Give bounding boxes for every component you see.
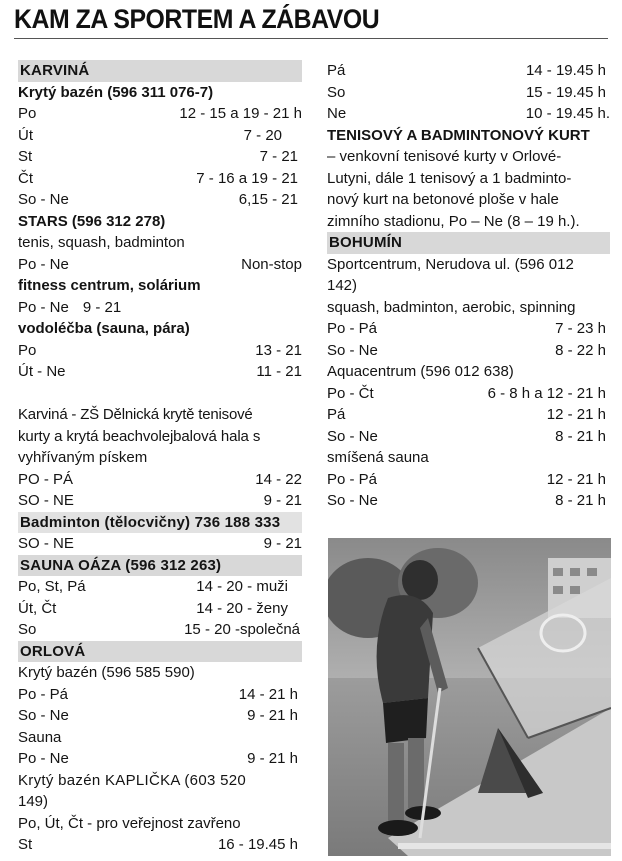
hours-time: 14 - 20 - ženy (196, 599, 288, 617)
hours-row (18, 576, 302, 598)
fitness-title: fitness centrum, solárium (18, 277, 201, 294)
sportcentrum-activities: squash, badminton, aerobic, spinning (327, 298, 576, 316)
hours-time: 9 - 21 h (247, 707, 298, 724)
hours-row (18, 361, 302, 383)
hours-time: 10 - 19.45 h. (525, 105, 610, 122)
hours-day: Po - Čt (327, 384, 374, 402)
tennis-line: Lutyni, dále 1 tenisový a 1 badminto- (327, 169, 572, 187)
hours-day: Ne (327, 105, 347, 122)
zs-line: Karviná - ZŠ Dělnická krytě tenisové (18, 406, 253, 423)
hours-day: So - Ne (18, 707, 69, 724)
hours-day: Po - Pá (18, 685, 69, 703)
hours-row (18, 533, 302, 555)
hours-row (18, 619, 302, 641)
orlova-pool-title: Krytý bazén (596 585 590) (18, 664, 195, 681)
karvina-pool-title: Krytý bazén (596 311 076-7) (18, 83, 214, 101)
hours-day: Čt (18, 169, 33, 187)
hours-day: Po, St, Pá (18, 578, 86, 595)
hours-time: 9 - 21 (263, 535, 302, 552)
hours-time: Non-stop (241, 255, 302, 273)
section-karvina: KARVINÁ (18, 60, 302, 82)
hours-row (18, 684, 302, 706)
hours-time: 7 - 20 (243, 126, 282, 144)
hours-row (18, 254, 302, 276)
hours-day: Po - Pá (327, 470, 378, 488)
right-column (327, 60, 610, 512)
hours-day: SO - NE (18, 492, 74, 509)
hours-row (327, 490, 610, 512)
sportcentrum-line: 142) (327, 277, 358, 294)
spacer (18, 383, 302, 405)
hours-time: 11 - 21 (256, 363, 302, 380)
kaplicka-note: Po, Út, Čt - pro veřejnost zavřeno (18, 814, 241, 832)
hours-time: 14 - 19.45 h (525, 62, 606, 79)
hours-day: Po - Ne (18, 298, 69, 316)
hours-row (18, 340, 302, 362)
hours-row (327, 60, 610, 82)
hours-row (327, 318, 610, 340)
hours-time: 15 - 19.45 h (525, 83, 606, 101)
hours-day: Út - Ne (18, 363, 66, 380)
hours-day: SO - NE (18, 535, 74, 552)
hours-day: Pá (327, 406, 346, 423)
headline-rule (14, 38, 608, 39)
hours-time: 9 - 21 h (247, 750, 298, 767)
hours-day: So - Ne (327, 341, 378, 359)
zs-line: kurty a krytá beachvolejbalová hala s (18, 427, 261, 445)
tennis-heading: TENISOVÝ A BADMINTONOVÝ KURT (327, 126, 590, 144)
kaplicka-line (18, 770, 302, 792)
hours-time: 7 - 16 a 19 - 21 (196, 169, 298, 187)
hours-day: Po (18, 341, 37, 359)
zs-line: vyhřívaným pískem (18, 449, 148, 466)
hours-day: Po - Ne (18, 750, 69, 767)
hours-day: St (18, 148, 33, 165)
hours-row (327, 103, 610, 125)
tennis-line: zimního stadionu, Po – Ne (8 – 19 h.). (327, 212, 580, 230)
hours-time: 8 - 21 h (555, 427, 606, 445)
hours-time: 8 - 22 h (555, 341, 606, 359)
hours-day: So - Ne (327, 427, 378, 445)
minigolf-photo (328, 538, 611, 856)
hours-time: 12 - 21 h (546, 470, 606, 488)
hours-day: So (18, 621, 37, 638)
sauna-oaza-title: SAUNA OÁZA (596 312 263) (18, 555, 302, 577)
hours-time: 14 - 22 (255, 470, 302, 488)
hours-row (327, 383, 610, 405)
hours-row (18, 598, 302, 620)
hours-time: 13 - 21 (255, 341, 302, 359)
hours-row (18, 125, 302, 147)
hours-time: 16 - 19.45 h (217, 836, 298, 853)
tennis-line: – venkovní tenisové kurty v Orlové- (327, 148, 562, 165)
hours-day: PO - PÁ (18, 470, 74, 488)
kaplicka-line-text: Krytý bazén KAPLIČKA (603 520 (18, 771, 246, 789)
badminton-title: Badminton (tělocvičny) 736 188 333 (18, 512, 302, 534)
hours-time: 7 - 23 h (555, 320, 606, 337)
hours-row (18, 748, 302, 770)
hours-time: 7 - 21 (259, 148, 298, 165)
hours-time: 12 - 15 a 19 - 21 h (179, 105, 302, 122)
hours-time: 9 - 21 (263, 492, 302, 509)
hours-day: So - Ne (327, 492, 378, 509)
hours-day: Po (18, 105, 37, 122)
tennis-line: nový kurt na betonové ploše v hale (327, 191, 559, 208)
sportcentrum-line: Sportcentrum, Nerudova ul. (596 012 (327, 255, 574, 273)
section-bohumin: BOHUMÍN (327, 232, 610, 254)
hours-row (18, 490, 302, 512)
hours-day: So - Ne (18, 191, 69, 208)
hours-row (18, 469, 302, 491)
hours-row (327, 426, 610, 448)
hours-time: 6 - 8 h a 12 - 21 h (487, 384, 606, 402)
hours-time: 8 - 21 h (555, 492, 606, 509)
hours-row (327, 404, 610, 426)
hours-day: Út (18, 126, 33, 144)
hours-time: 12 - 21 h (546, 406, 606, 423)
hours-day: Pá (327, 62, 346, 79)
hours-row (18, 168, 302, 190)
left-column (18, 60, 302, 856)
hours-time: 15 - 20 -společná (184, 621, 300, 638)
hours-row (18, 189, 302, 211)
hours-row (18, 705, 302, 727)
hours-row (18, 146, 302, 168)
hours-time: 6,15 - 21 (238, 191, 298, 208)
stars-sports: tenis, squash, badminton (18, 234, 185, 251)
hours-day: Út, Čt (18, 599, 57, 617)
stars-title: STARS (596 312 278) (18, 212, 166, 230)
kaplicka-line: 149) (18, 793, 49, 810)
hours-day: So (327, 83, 346, 101)
hours-day: St (18, 836, 33, 853)
page-headline: KAM ZA SPORTEM A ZÁBAVOU (14, 4, 380, 34)
hours-time: 14 - 21 h (238, 685, 298, 703)
water-title: vodoléčba (sauna, pára) (18, 320, 190, 337)
hours-day: Po - Pá (327, 320, 378, 337)
hours-row (327, 340, 610, 362)
hours-row (327, 469, 610, 491)
hours-day: Po - Ne (18, 255, 69, 273)
mixed-sauna-title: smíšená sauna (327, 449, 429, 466)
hours-row (327, 82, 610, 104)
hours-row (18, 103, 302, 125)
hours-time: 9 - 21 (82, 298, 122, 316)
section-orlova: ORLOVÁ (18, 641, 302, 663)
hours-row (18, 834, 302, 856)
aquacentrum-title: Aquacentrum (596 012 638) (327, 363, 514, 380)
hours-time: 14 - 20 - muži (196, 578, 288, 595)
hours-row (18, 297, 302, 319)
orlova-sauna-title: Sauna (18, 728, 62, 746)
